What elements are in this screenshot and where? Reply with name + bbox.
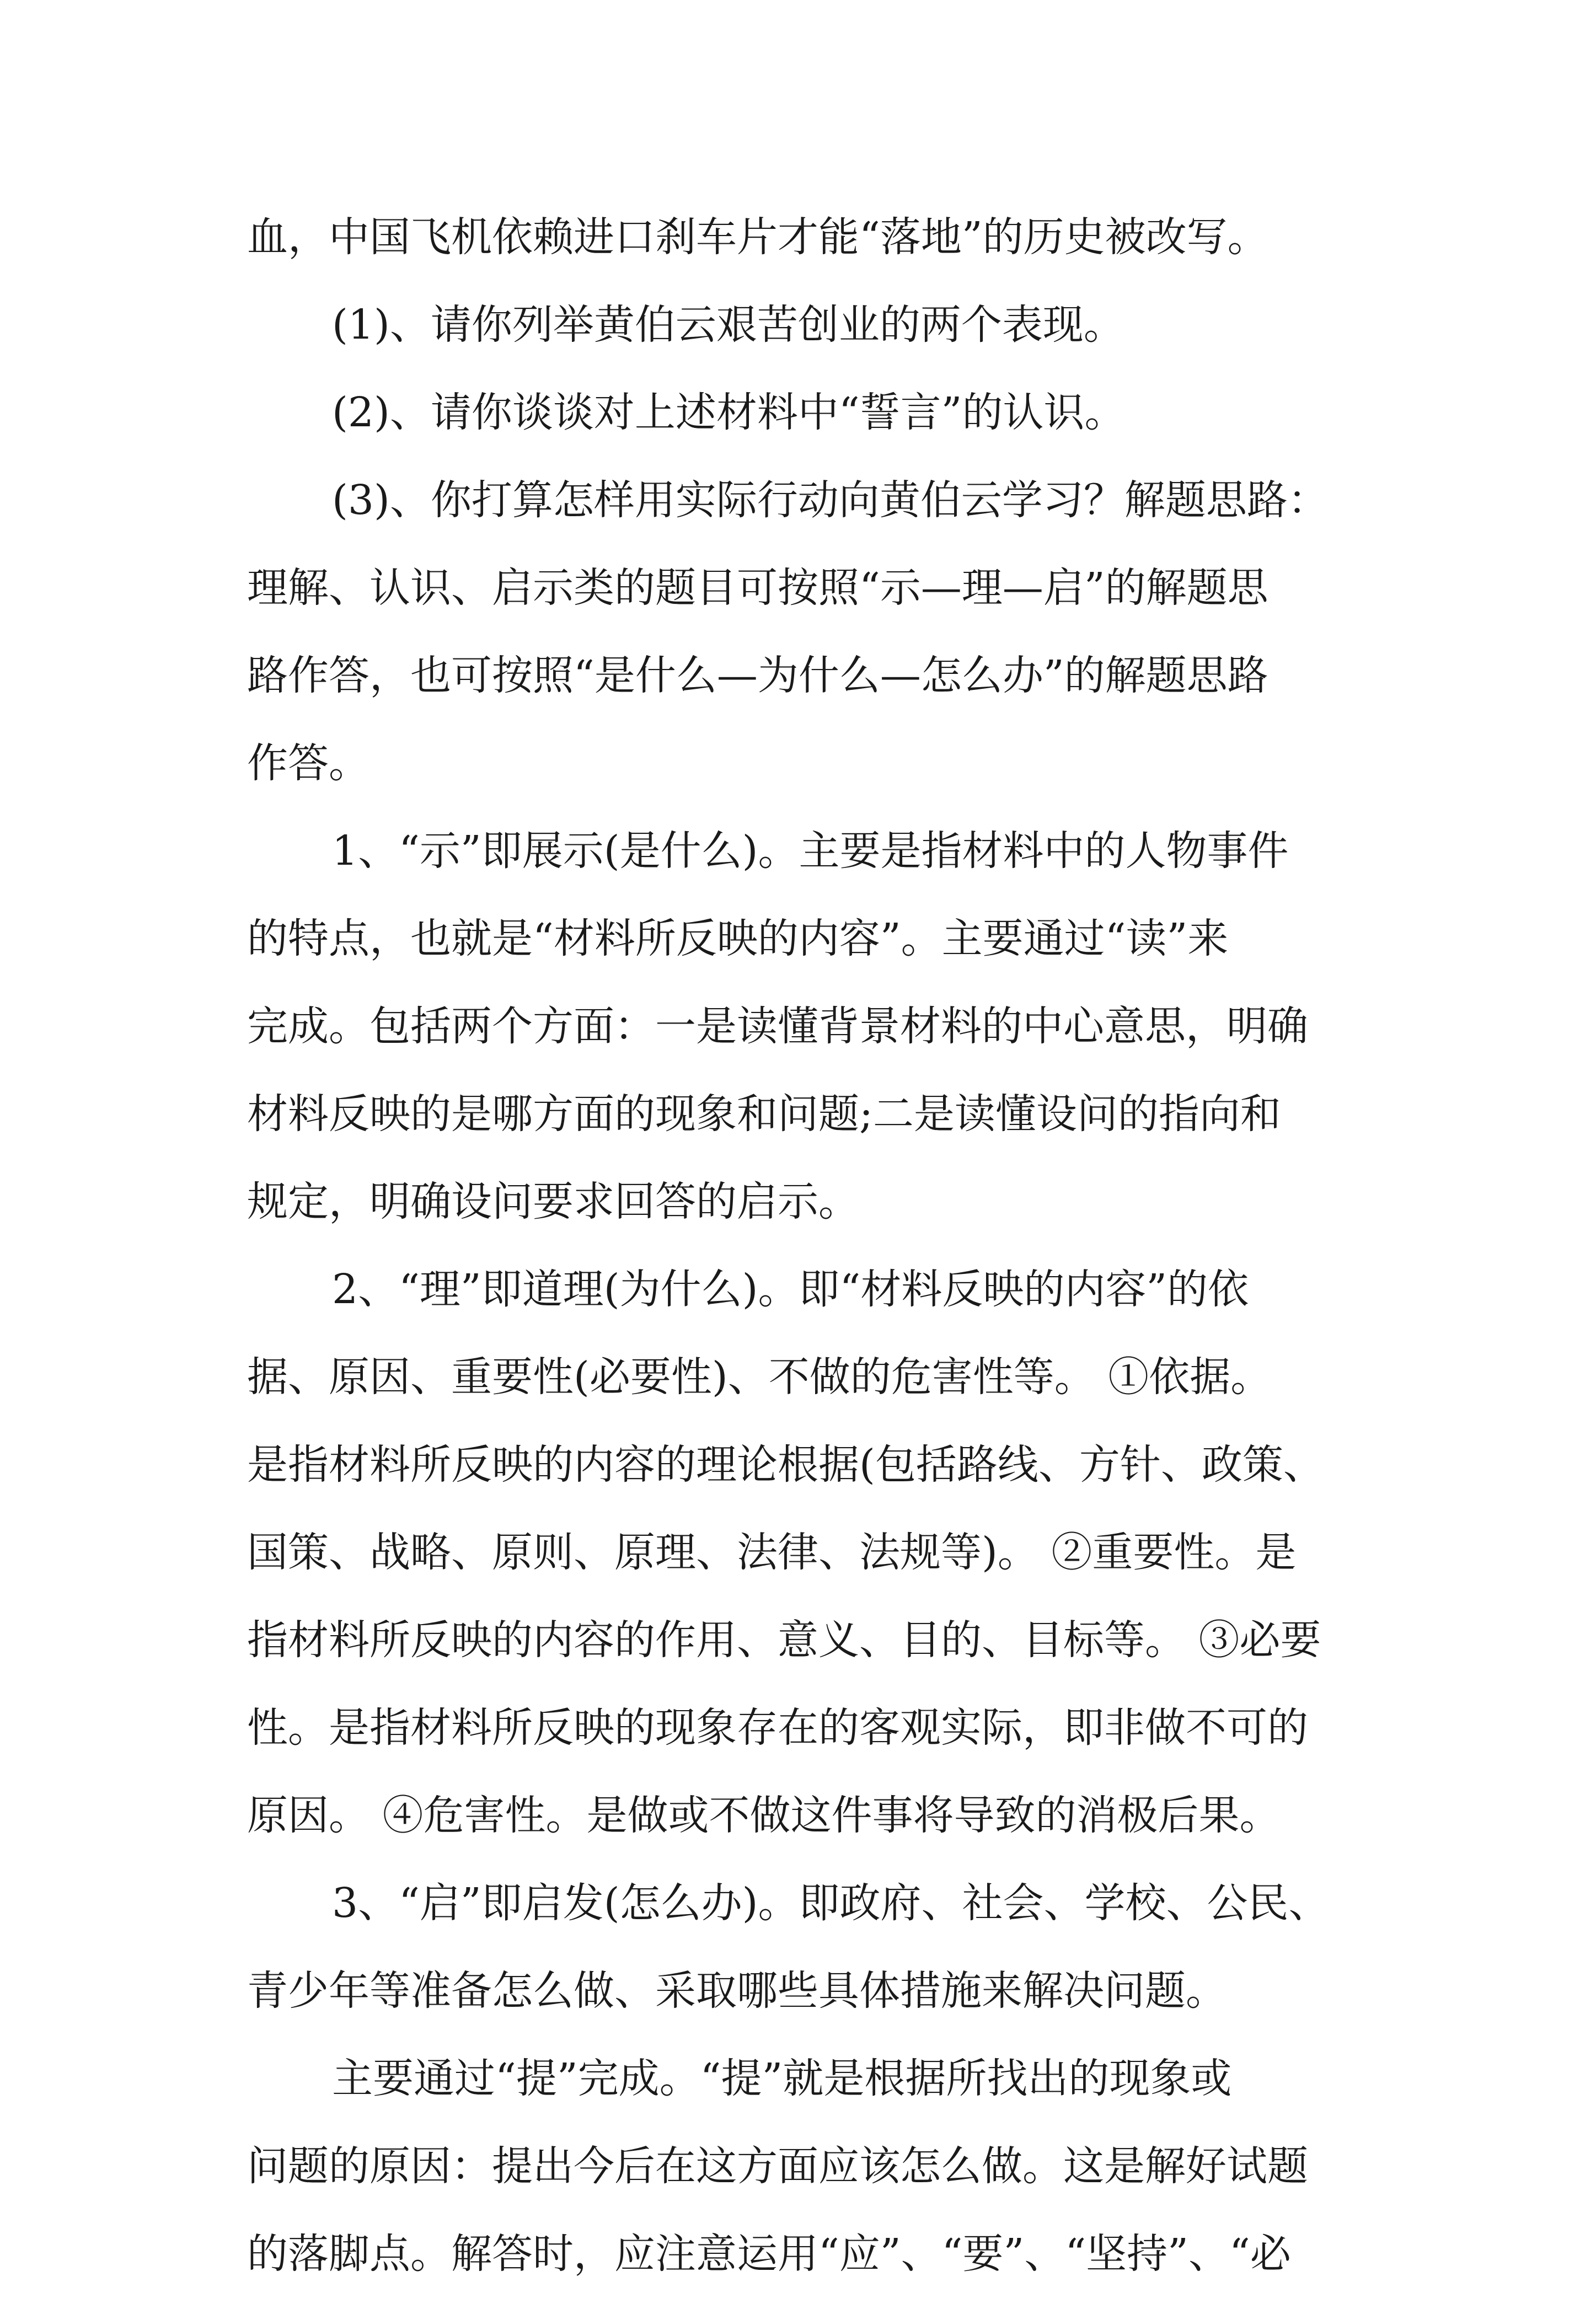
text-line: 血，中国飞机依赖进口刹车片才能“落地”的历史被改写。: [247, 213, 1268, 261]
text-line: 问题的原因：提出今后在这方面应该怎么做。这是解好试题: [247, 2142, 1308, 2190]
text-line: 理解、认识、启示类的题目可按照“示—理—启”的解题思: [247, 564, 1268, 612]
text-line: 2、“理”即道理(为什么)。即“材料反映的内容”的依: [332, 1266, 1249, 1313]
text-line: 是指材料所反映的内容的理论根据(包括路线、方针、政策、: [247, 1441, 1324, 1488]
text-line: 国策、战略、原则、原理、法律、法规等)。 ②重要性。是: [247, 1529, 1297, 1576]
text-line: 指材料所反映的内容的作用、意义、目的、目标等。 ③必要: [247, 1616, 1321, 1664]
text-line: 材料反映的是哪方面的现象和问题;二是读懂设问的指向和: [247, 1090, 1281, 1138]
text-line: (1)、请你列举黄伯云艰苦创业的两个表现。: [332, 301, 1124, 349]
text-line: 1、“示”即展示(是什么)。主要是指材料中的人物事件: [332, 827, 1289, 875]
text-line: 3、“启”即启发(怎么办)。即政府、社会、学校、公民、: [332, 1879, 1330, 1927]
text-line: 作答。: [247, 740, 369, 787]
text-line: 规定，明确设问要求回答的启示。: [247, 1178, 859, 1225]
text-line: 据、原因、重要性(必要性)、不做的危害性等。 ①依据。: [247, 1353, 1272, 1401]
text-line: 青少年等准备怎么做、采取哪些具体措施来解决问题。: [247, 1967, 1227, 2015]
text-line: 原因。 ④危害性。是做或不做这件事将导致的消极后果。: [247, 1792, 1281, 1839]
text-line: (2)、请你谈谈对上述材料中“誓言”的认识。: [332, 389, 1126, 436]
text-line: 路作答，也可按照“是什么—为什么—怎么办”的解题思路: [247, 652, 1268, 699]
text-line: 完成。包括两个方面：一是读懂背景材料的中心意思，明确: [247, 1003, 1308, 1050]
text-line: 主要通过“提”完成。“提”就是根据所找出的现象或: [332, 2055, 1232, 2102]
text-line: (3)、你打算怎样用实际行动向黄伯云学习？解题思路：: [332, 476, 1329, 524]
text-line: 的特点，也就是“材料所反映的内容”。主要通过“读”来: [247, 915, 1229, 962]
text-line: 的落脚点。解答时，应注意运用“应”、“要”、“坚持”、“必: [247, 2230, 1291, 2278]
text-line: 性。是指材料所反映的现象存在的客观实际，即非做不可的: [247, 1704, 1308, 1751]
